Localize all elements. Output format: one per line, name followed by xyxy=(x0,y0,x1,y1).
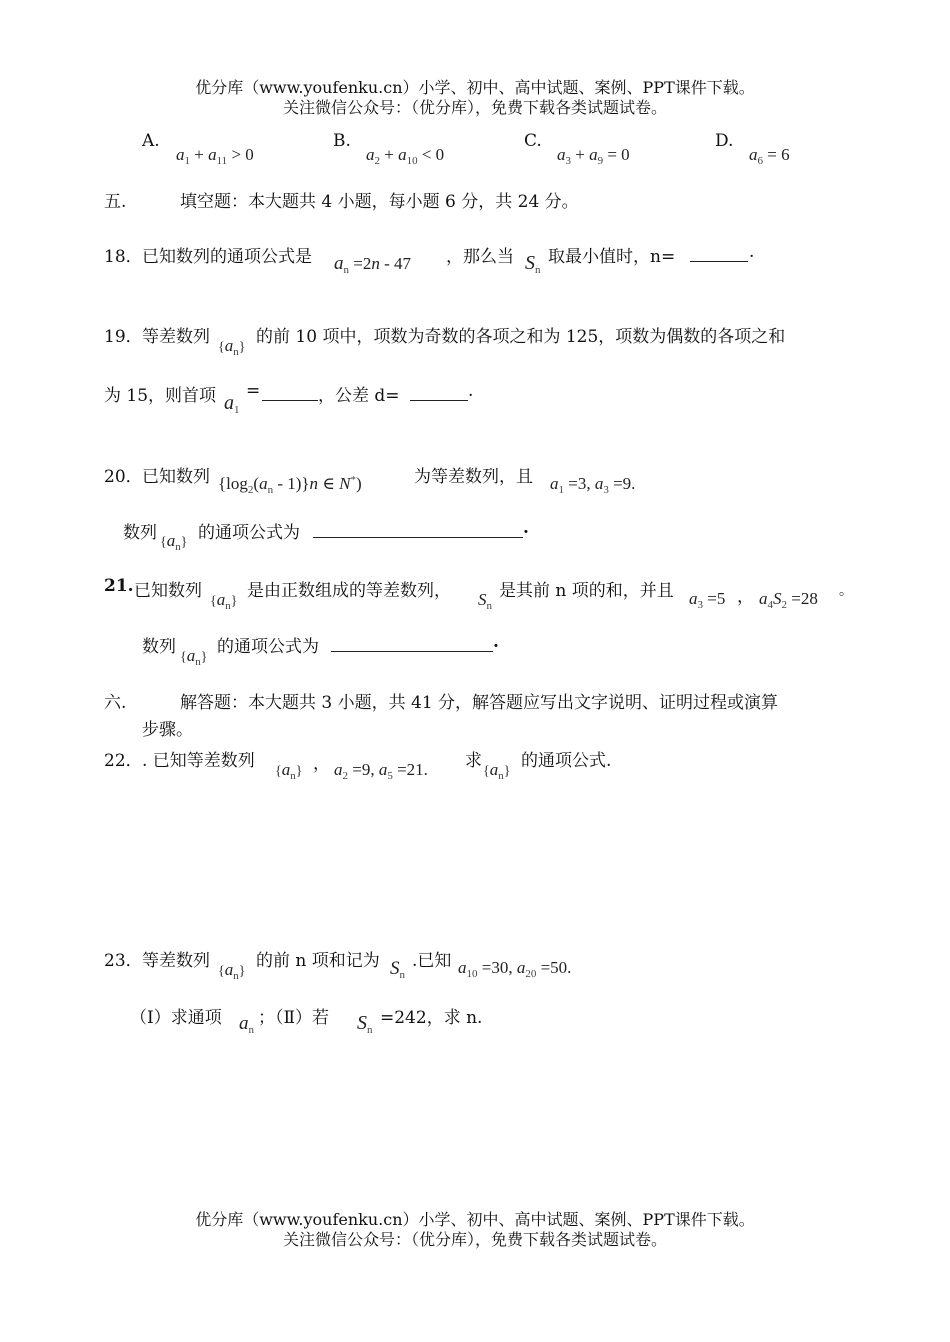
q20-line2-pre: 数列 xyxy=(123,523,157,543)
q21-line2-pre: 数列 xyxy=(142,637,176,657)
choice-b-label: B. xyxy=(333,131,351,151)
q21-line2-post: 的通项公式为 xyxy=(217,637,319,657)
q20-answer-blank[interactable] xyxy=(313,522,523,538)
q22-seq: $\{a_n\}$ xyxy=(275,760,303,782)
q19-line2-mid2: ，公差 d= xyxy=(318,386,400,406)
q23-sn: $S_n$ xyxy=(390,958,405,981)
choice-b-expr: $a_2 + a_{10} < 0$ xyxy=(366,145,445,167)
header-line-2: 关注微信公众号：（优分库），免费下载各类试题试卷。 xyxy=(282,98,667,117)
q22-comma: ， xyxy=(313,754,330,774)
q23-values: $a_{10} =30$, $a_{20} =50$. xyxy=(458,958,572,980)
q18-answer-blank[interactable] xyxy=(690,246,748,262)
q23-text-mid: 的前 n 项和记为 xyxy=(256,951,380,971)
q20-values: $a_1 =3$, $a_3 =9$. xyxy=(550,474,636,496)
q19-line2-pre: 为 15，则首项 xyxy=(104,386,217,406)
q22-text-pre: . 已知等差数列 xyxy=(142,751,255,771)
choice-a-label: A. xyxy=(142,131,160,151)
q19-line2-mid: = xyxy=(246,381,261,401)
choice-c-expr: $a_3 + a_9 = 0$ xyxy=(557,145,630,167)
q21-a3: $a_3 =5$ xyxy=(689,589,726,611)
section-6-title: 解答题：本大题共 3 小题，共 41 分，解答题应写出文字说明、证明过程或演算 xyxy=(180,693,779,713)
q21-comma: ， xyxy=(737,587,754,607)
q23-seq: $\{a_n\}$ xyxy=(218,960,246,982)
q21-text-mid2: 是其前 n 项的和，并且 xyxy=(499,581,674,601)
q22-number: 22． xyxy=(104,751,143,771)
choice-d-expr: $a_6 = 6$ xyxy=(749,145,790,167)
q21-seq-2: $\{a_n\}$ xyxy=(180,646,208,668)
q21-sn: $S_n$ xyxy=(478,590,492,612)
q20-end: . xyxy=(523,518,529,538)
choice-d-label: D. xyxy=(715,131,734,151)
q18-text-mid: ，那么当 xyxy=(446,247,514,267)
q23-text-mid2: .已知 xyxy=(412,951,452,971)
q22-values: $a_2 =9$, $a_5 =21$. xyxy=(334,760,428,782)
q18-number: 18． xyxy=(104,247,143,267)
q19-seq: $\{a_n\}$ xyxy=(218,336,246,358)
q20-sequence: $\{\log_2(a_n - 1)\}n$ ∈ N*) xyxy=(218,474,362,496)
q19-text-pre: 等差数列 xyxy=(142,327,210,347)
section-6-number: 六. xyxy=(104,693,127,713)
q23-text-pre: 等差数列 xyxy=(142,951,210,971)
q23-sn-2: $S_n$ xyxy=(357,1012,373,1036)
q21-product: $a_4S_2 =28$ xyxy=(759,589,818,611)
header-line-1: 优分库（www.youfenku.cn）小学、初中、高中试题、案例、PPT课件下载。 xyxy=(195,78,755,97)
footer-line-1: 优分库（www.youfenku.cn）小学、初中、高中试题、案例、PPT课件下载。 xyxy=(195,1210,755,1229)
q23-part-2: =242，求 n. xyxy=(380,1008,483,1028)
q18-text-pre: 已知数列的通项公式是 xyxy=(142,247,312,267)
q20-seq: $\{a_n\}$ xyxy=(160,531,188,553)
q18-end: . xyxy=(749,242,755,262)
q18-text-post: 取最小值时，n= xyxy=(548,247,676,267)
q21-period: 。 xyxy=(839,583,853,599)
section-6-title-cont: 步骤。 xyxy=(142,720,193,740)
q20-text-pre: 已知数列 xyxy=(142,467,210,487)
q23-an: $a_n$ xyxy=(239,1013,254,1036)
q22-text-post: 的通项公式. xyxy=(521,751,612,771)
q19-a1-blank[interactable] xyxy=(262,385,318,401)
q22-text-mid: 求 xyxy=(465,751,482,771)
q21-seq: $\{a_n\}$ xyxy=(210,590,238,612)
q21-number: 21. xyxy=(104,576,134,596)
q18-formula: $a_n =2n - 47$ xyxy=(334,253,412,276)
q21-text-mid: 是由正数组成的等差数列， xyxy=(247,581,451,601)
q18-sn: $S_n$ xyxy=(525,252,541,276)
q19-text-post: 的前 10 项中，项数为奇数的各项之和为 125，项数为偶数的各项之和 xyxy=(256,327,786,347)
q20-text-mid: 为等差数列，且 xyxy=(414,467,533,487)
q21-end: . xyxy=(493,632,499,652)
q20-line2-post: 的通项公式为 xyxy=(198,523,300,543)
q19-end: . xyxy=(468,381,474,401)
choice-a-expr: $a_1 + a_{11} > 0$ xyxy=(176,145,254,167)
section-5-number: 五. xyxy=(104,192,127,212)
section-5-title: 填空题：本大题共 4 小题，每小题 6 分，共 24 分。 xyxy=(180,192,579,212)
q19-number: 19． xyxy=(104,327,143,347)
q21-text-pre: 已知数列 xyxy=(134,581,202,601)
q23-number: 23． xyxy=(104,951,143,971)
q20-number: 20． xyxy=(104,467,143,487)
q19-d-blank[interactable] xyxy=(410,385,468,401)
q23-part-1: （Ⅰ）求通项 xyxy=(130,1008,222,1028)
q22-seq-2: $\{a_n\}$ xyxy=(483,760,511,782)
q19-a1: $a_1$ xyxy=(224,392,240,416)
q23-separator: ；（Ⅱ）若 xyxy=(258,1008,330,1028)
footer-line-2: 关注微信公众号：（优分库），免费下载各类试题试卷。 xyxy=(282,1230,667,1249)
choice-c-label: C. xyxy=(524,131,542,151)
q21-answer-blank[interactable] xyxy=(331,636,493,652)
